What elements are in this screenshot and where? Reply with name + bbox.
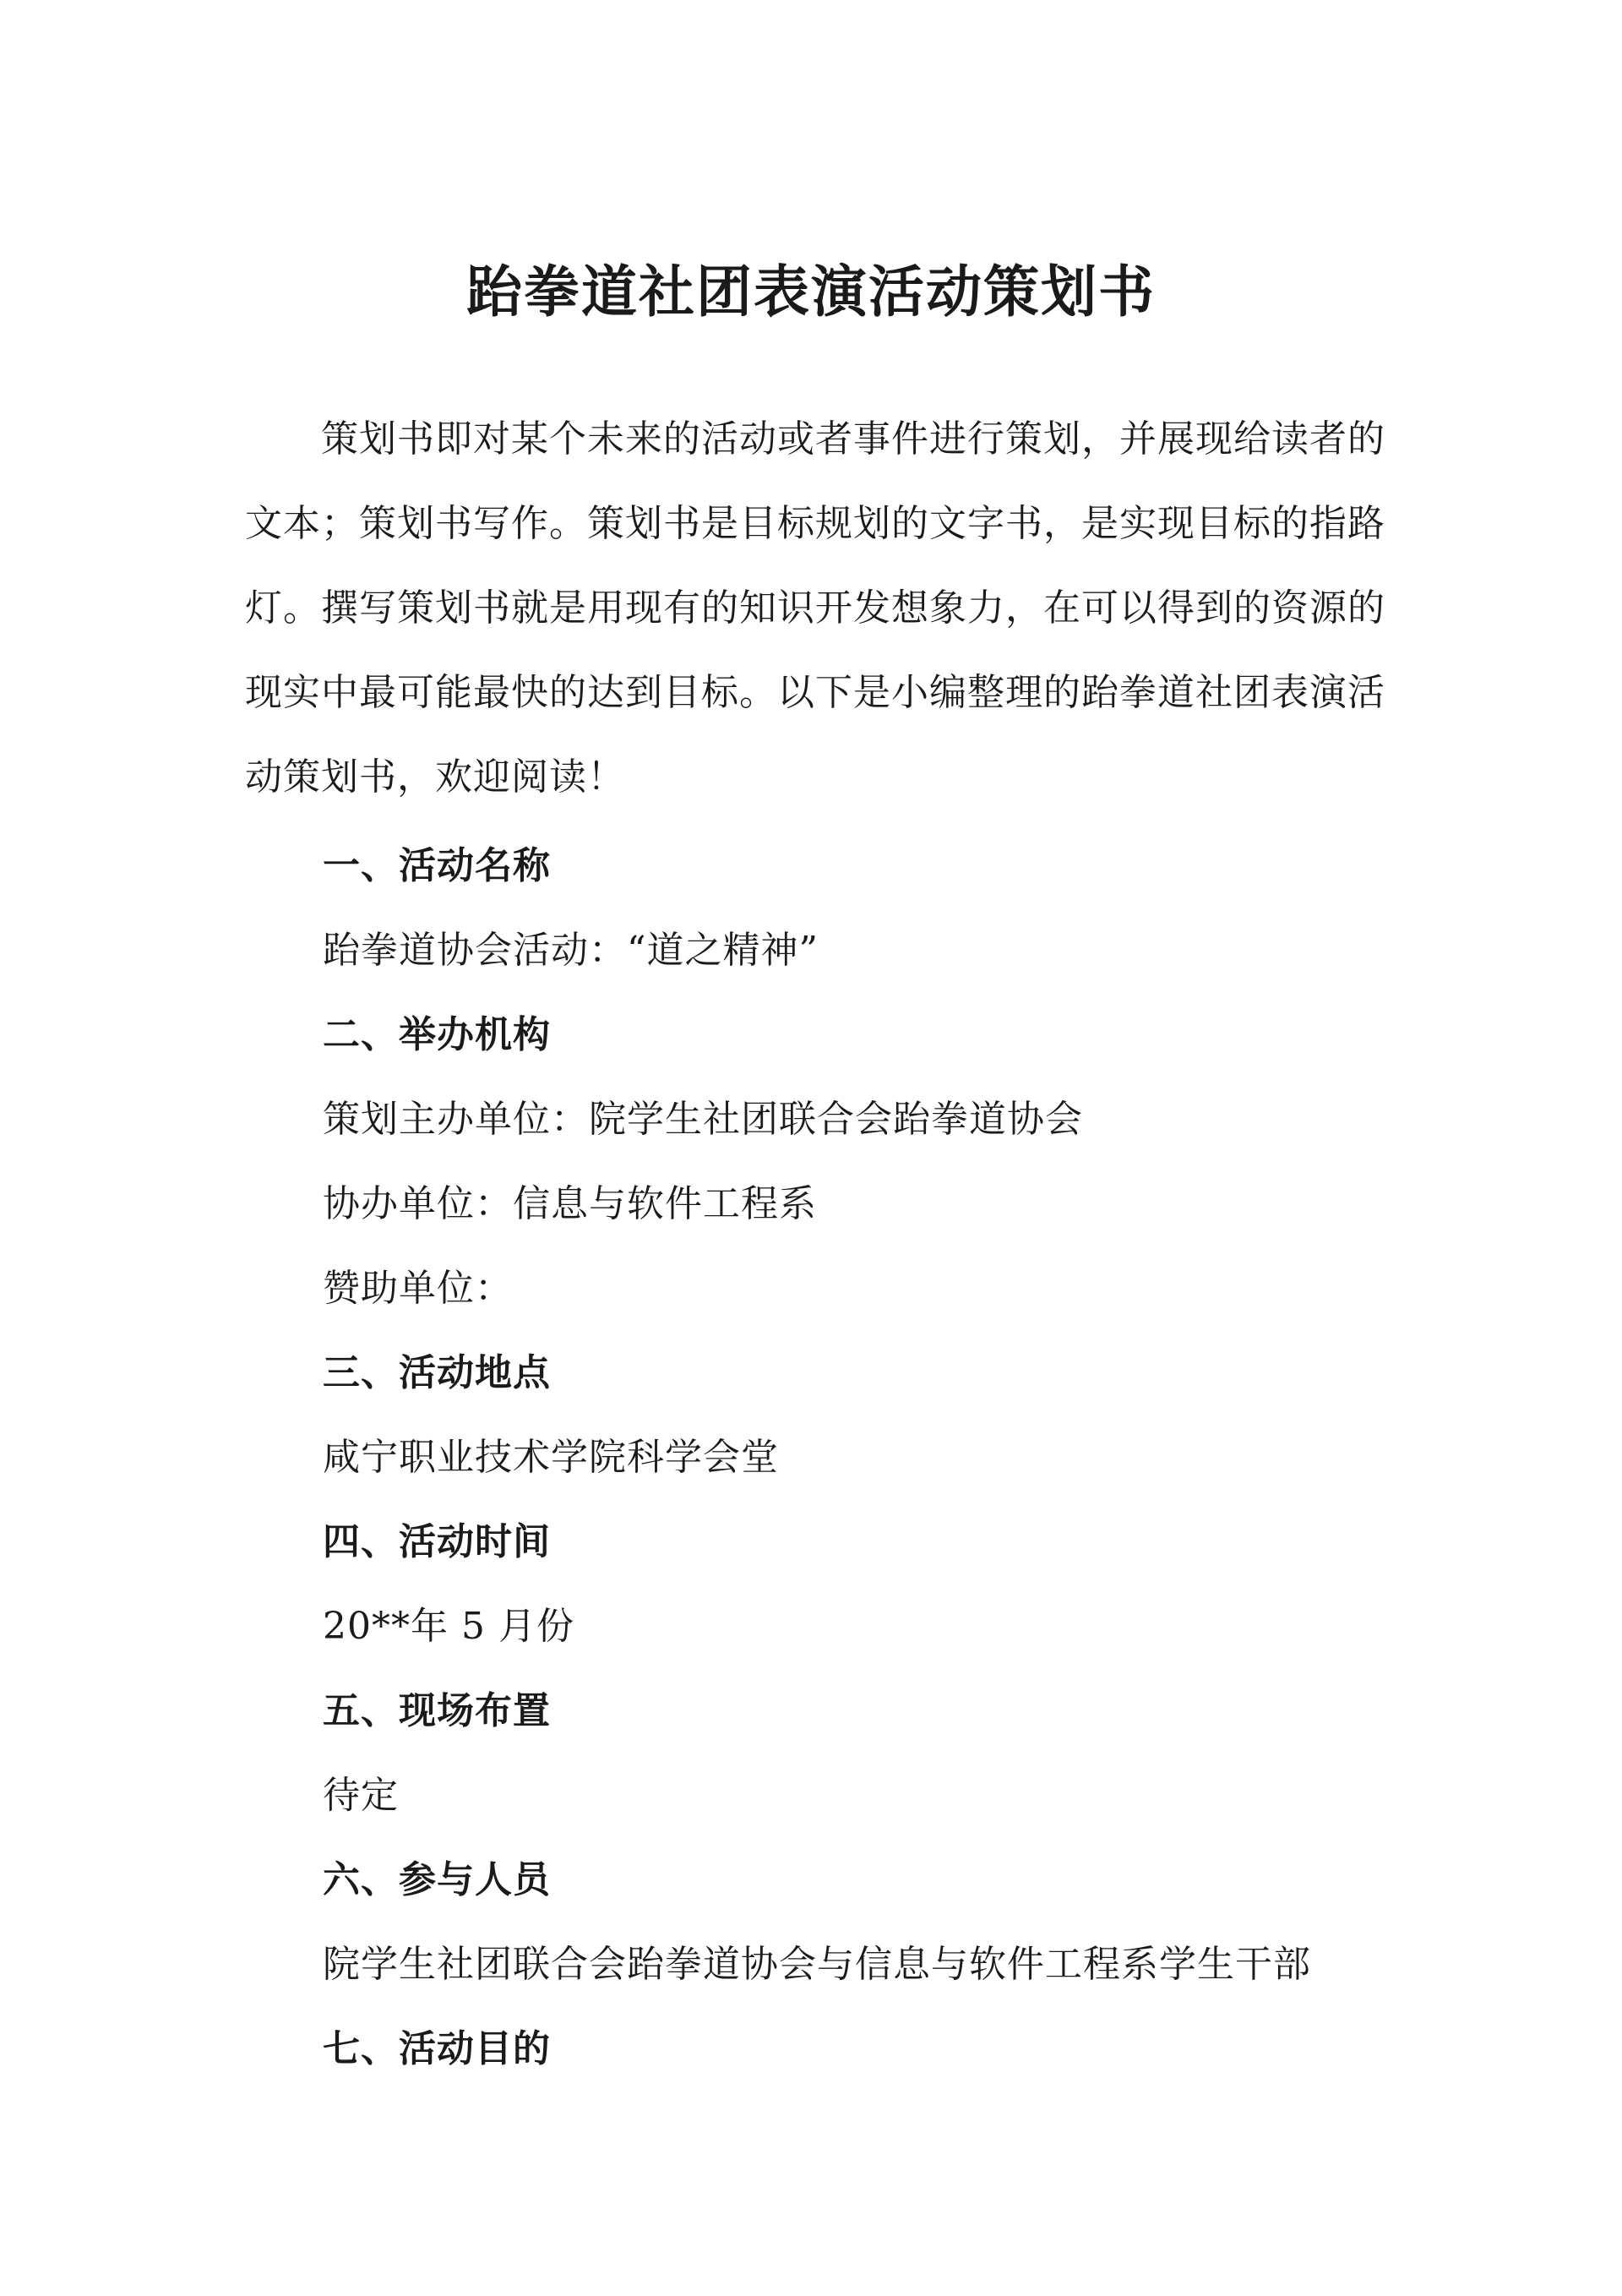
- section-heading-purpose: 七、活动目的: [323, 2027, 551, 2070]
- section-heading-time: 四、活动时间: [323, 1520, 551, 1563]
- section-heading-organizers: 二、举办机构: [323, 1013, 551, 1056]
- participants-text: 院学生社团联合会跆拳道协会与信息与软件工程系学生干部: [323, 1943, 1311, 1986]
- activity-name-text: 跆拳道协会活动：“道之精神”: [323, 929, 819, 972]
- intro-paragraph: 策划书即对某个未来的活动或者事件进行策划，并展现给读者的文本；策划书写作。策划书是目标规划的文字书，是实现目标的指路灯。撰写策划书就是用现有的知识开发想象力，在可以得到的资源的现实中最可能最快的达到目标。以下是小编整理的跆拳道社团表演活动策划书，欢迎阅读！: [245, 417, 1385, 799]
- section-heading-participants: 六、参与人员: [323, 1858, 551, 1901]
- location-text: 咸宁职业技术学院科学会堂: [323, 1436, 779, 1479]
- organizer-co-host-text: 协办单位：信息与软件工程系: [323, 1182, 817, 1225]
- section-heading-location: 三、活动地点: [323, 1351, 551, 1394]
- venue-setup-text: 待定: [323, 1774, 399, 1817]
- section-heading-activity-name: 一、活动名称: [323, 844, 551, 887]
- time-text: 20**年 5 月份: [323, 1605, 574, 1648]
- organizer-host-text: 策划主办单位：院学生社团联合会跆拳道协会: [323, 1098, 1083, 1141]
- section-heading-venue-setup: 五、现场布置: [323, 1689, 551, 1732]
- organizer-sponsor-text: 赞助单位：: [323, 1267, 513, 1310]
- document-title: 跆拳道社团表演活动策划书: [466, 259, 1156, 324]
